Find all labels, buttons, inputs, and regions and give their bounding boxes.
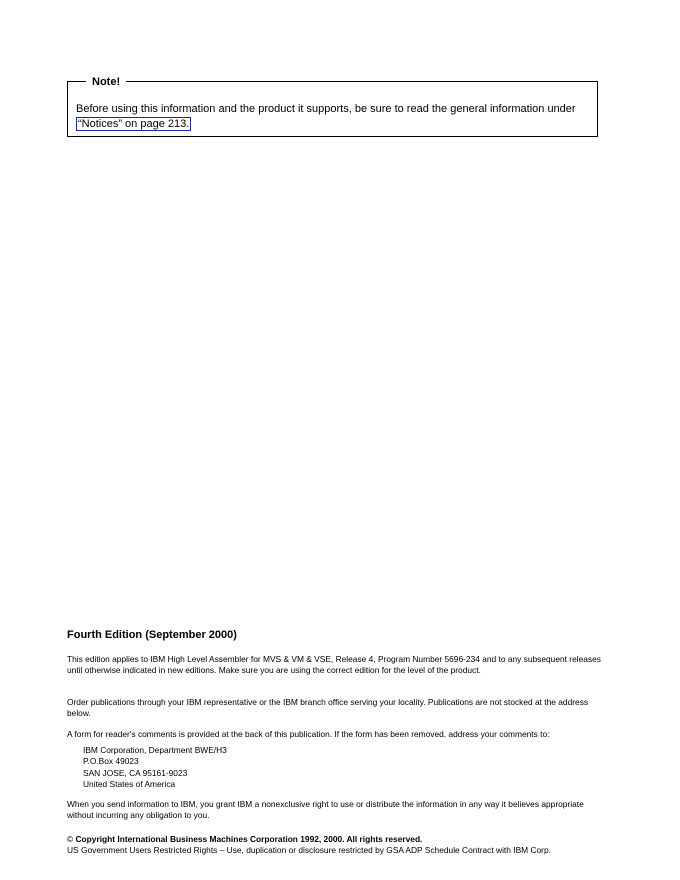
note-box: [67, 76, 598, 137]
edition-heading: Fourth Edition (September 2000): [67, 629, 237, 641]
copyright-notice: Copyright International Business Machines Corporation 1992, 2000. All rights reserved.: [75, 834, 423, 844]
note-text: [76, 102, 596, 132]
comments-form-paragraph: A form for reader's comments is provided at the back of this publication. If the form has been removed, address your comments to:: [67, 729, 550, 739]
send-information-paragraph: When you send information to IBM, you grant IBM a nonexclusive right to use or distribute the information in any way it believes appropriate without incurring any obligation to you.: [67, 799, 584, 821]
note-title: Note!: [86, 75, 126, 89]
copyright-symbol: ©: [67, 834, 74, 844]
notices-link[interactable]: “Notices” on page 213.: [78, 118, 190, 130]
mailing-address: [83, 745, 227, 790]
address-line: SAN JOSE, CA 95161-9023: [83, 767, 188, 778]
restricted-rights-notice: US Government Users Restricted Rights – Use, duplication or disclosure restricted by GSA ADP Schedule Contract with IBM Corp.: [67, 845, 551, 856]
address-line: P.O.Box 49023: [83, 756, 139, 767]
note-body: Before using this information and the product it supports, be sure to read the general information under: [76, 103, 576, 115]
address-line: United States of America: [83, 778, 176, 789]
address-line: IBM Corporation, Department BWE/H3: [83, 745, 227, 755]
order-publications-paragraph: Order publications through your IBM representative or the IBM branch office serving your locality. Publications are not stocked at the address below.: [67, 697, 589, 719]
copyright-block: [67, 834, 551, 857]
edition-applies-paragraph: This edition applies to IBM High Level Assembler for MVS & VM & VSE, Release 4, Program Number 5696-234 and to any subsequent releases until otherwise indicated in new editions. Make sure you are using the correct edition for the level of the product.: [67, 654, 601, 676]
